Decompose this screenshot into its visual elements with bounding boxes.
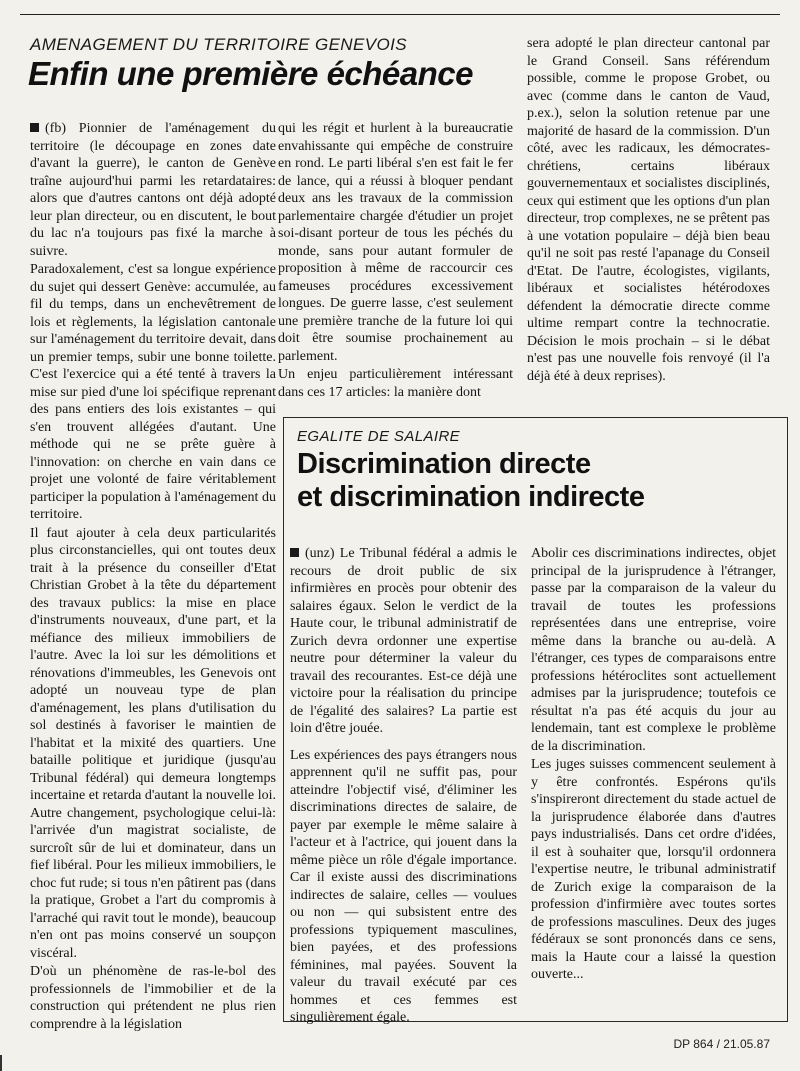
paragraph: Un enjeu particulièrement intéressant dans ces 17 articles: la manière dont bbox=[278, 367, 513, 400]
article1-headline: Enfin une première échéance bbox=[28, 55, 474, 92]
paragraph: Abolir ces discriminations indirectes, objet principal de la jurisprudence à l'étranger, passe par la comparaison de la valeur du travail de toutes les professions représentées dans une entreprise, voire même dans la branche ou au-delà. A l'étranger, ces types de comparaisons entre professions hétéroclites sont actuellement admises par la jurisprudence; toutefois ce résultat n'a pas été acquis du jour au lendemain, tant est complexe le problème de la discrimination. bbox=[531, 546, 776, 754]
headline-line-2: et discrimination indirecte bbox=[297, 481, 645, 513]
article1-column-1 bbox=[30, 120, 276, 1035]
crop-mark bbox=[0, 1055, 12, 1071]
paragraph: (unz) Le Tribunal fédéral a admis le recours de droit public de six infirmières en procès pour obtenir des salaires égaux. Selon le verdict de la Haute cour, le tribunal administratif de Zurich devra ordonner une expertise neutre pour déterminer la valeur du travail des recourantes. Est-ce déjà une victoire pour la réalisation du principe de l'égalité des salaires? La partie est loin d'être jouée. bbox=[290, 546, 517, 736]
paragraph: qui les régit et hurlent à la bureaucratie envahissante qui empêche de construire en rond. Le parti libéral s'en est fait le fer de lance, qui a réussi à bloquer pendant deux ans les travaux de la commission parlementaire chargée d'étudier un projet soi-disant porteur de tous les péchés du monde, sans pour autant formuler de proposition à même de raccourcir ces fameuses procédures excessivement longues. De guerre lasse, c'est seulement une première tranche de la future loi qui doit être soumise prochainement au parlement. bbox=[278, 121, 513, 364]
article1-kicker: AMENAGEMENT DU TERRITOIRE GENEVOIS bbox=[30, 35, 407, 54]
page-footer: DP 864 / 21.05.87 bbox=[673, 1037, 770, 1051]
top-rule bbox=[20, 14, 780, 15]
article2-column-1 bbox=[290, 545, 517, 1025]
headline-line-1: Discrimination directe bbox=[297, 448, 591, 480]
bullet-square-icon bbox=[290, 548, 299, 557]
article2-headline bbox=[297, 448, 644, 514]
paragraph: Il faut ajouter à cela deux particularités plus circonstancielles, qui ont toutes deux trait à la présence du conseiller d'Etat Christian Grobet à la tête du département des travaux publics: la mise en place d'instruments nouveaux, d'une part, et la méfiance des milieux immobiliers de l'autre. Avec la loi sur les démolitions et rénovations d'immeubles, les Genevois ont adopté un nouveau type de plan d'aménagement, les plans d'utilisation du sol destinés à favoriser le maintien de l'habitat et la mixité des quartiers. Une bataille politique et juridique (jusqu'au Tribunal fédéral) qui demeura longtemps incertaine et retarda d'autant la nouvelle loi. Autre changement, psychologique celui-là: l'arrivée d'un magistrat socialiste, de surcroît sûr de lui et dominateur, dans un fief libéral. Pour les milieux immobiliers, le choc fut rude; si tous n'en pâtirent pas (dans la pratique, Grobet a l'art du compromis à l'arraché qui ravit tout le monde), beaucoup n'en ont pas moins conservé un soupçon viscéral. bbox=[30, 525, 276, 961]
article1-column-3 bbox=[527, 35, 770, 395]
paragraph: D'où un phénomène de ras-le-bol des professionnels de l'immobilier et de la construction qui prétendent ne plus rien comprendre à la législation bbox=[30, 964, 276, 1032]
article2-column-2 bbox=[531, 545, 776, 1010]
article2-kicker: EGALITE DE SALAIRE bbox=[297, 428, 461, 445]
paragraph: sera adopté le plan directeur cantonal par le Grand Conseil. Sans référendum possible, comme le propose Grobet, ou avec (comme dans le canton de Vaud, p.ex.), selon la solution retenue par une majorité de hasard de la commission. D'un côté, avec les radicaux, les démocrates-chrétiens, certains libéraux gouvernementaux et socialistes disciplinés, ceux qui estiment que les options d'un plan directeur, trop complexes, ne se prêtent pas à une votation populaire – déjà bien beau qu'il ne soit pas resté l'apanage du Conseil d'Etat. De l'autre, écologistes, vigilants, libéraux et socialistes hétérodoxes défendent la démocratie directe comme ultime rempart contre la technocratie. Décision le mois prochain – si le débat n'est pas une nouvelle fois renvoyé (il l'a déjà été à deux reprises). bbox=[527, 36, 770, 384]
paragraph: (fb) Pionnier de l'aménagement du territoire (le découpage en zones date d'avant la guerre), le canton de Genève traîne aujourd'hui parmi les retardataires: alors que d'autres cantons ont déjà adopté leur plan directeur, ou en discutent, le bout du lac n'a toujours pas fixé la marche à suivre. bbox=[30, 121, 276, 259]
article1-column-2 bbox=[278, 120, 513, 400]
paragraph: Les juges suisses commencent seulement à y être confrontés. Espérons qu'ils s'inspireront directement du stade actuel de la jurisprudence élaborée dans d'autres pays industrialisés. Dans cet ordre d'idées, il est à souhaiter que, lorsqu'il ordonnera l'expertise neutre, le tribunal administratif de Zurich exige la comparaison de la profession d'infirmière avec toutes sortes de professions masculines. Deux des juges fédéraux se sont prononcés dans ce sens, mais la Haute cour a laissé la question ouverte... bbox=[531, 757, 776, 982]
bullet-square-icon bbox=[30, 123, 39, 132]
paragraph: Les expériences des pays étrangers nous apprennent qu'il ne suffit pas, pour atteindre l'objectif visé, d'éliminer les discriminations directes de salaire, de payer par exemple le même salaire à l'acteur et à l'actrice, qui jouent dans la même pièce un rôle d'égale importance. Car il existe aussi des discriminations indirectes de salaire, celles — voulues ou non — qui subsistent entre des professions typiquement masculines, bien payées, et des professions féminines, mal payées. Souvent la valeur du travail exécuté par ces hommes et ces femmes est singulièrement égale. bbox=[290, 747, 517, 1025]
paragraph: Paradoxalement, c'est sa longue expérience du sujet qui dessert Genève: accumulée, au fil du temps, dans un enchevêtrement de lois et règlements, la législation cantonale sur l'aménagement du territoire devait, dans un premier temps, subir une bonne toilette. C'est l'exercice qui a été tenté à travers la mise sur pied d'une loi spécifique reprenant des pans entiers des lois existantes – qui s'en trouvent allégées d'autant. Une méthode qui ne se prête guère à l'innovation: on cherche en vain dans ce projet une volonté de faire véritablement participer la population à l'aménagement du territoire. bbox=[30, 262, 276, 522]
